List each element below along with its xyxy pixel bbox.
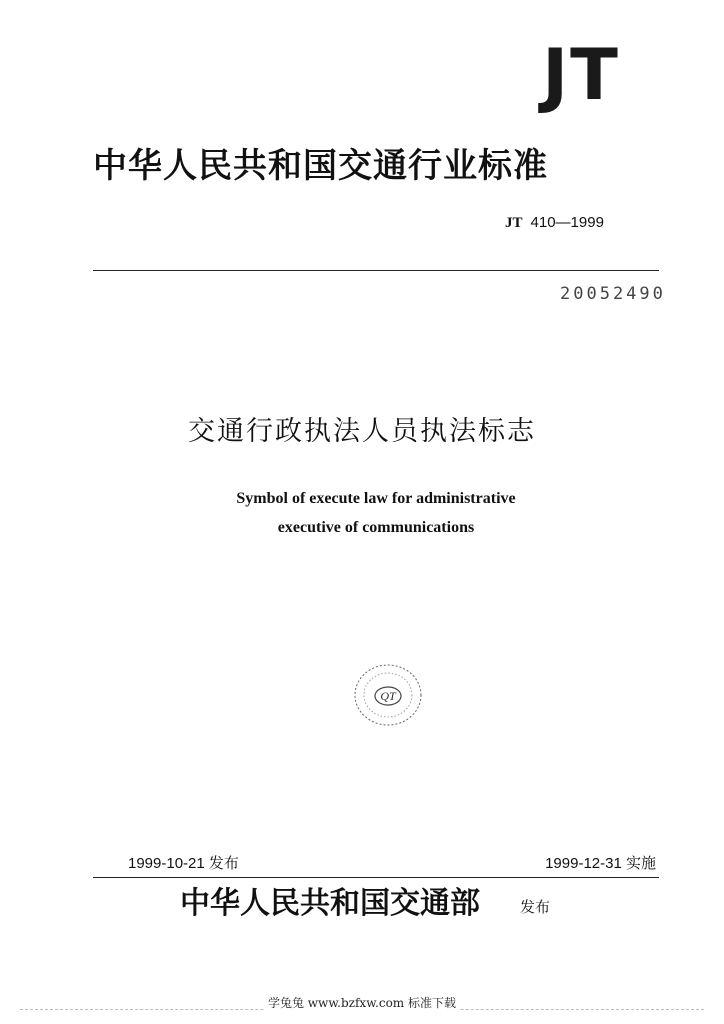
document-title-en-line1: Symbol of execute law for administrative: [236, 490, 516, 507]
footer-link[interactable]: 学兔兔 www.bzfxw.com 标准下载: [264, 996, 460, 1010]
bottom-divider: [93, 877, 659, 878]
standard-prefix: JT: [505, 215, 523, 231]
jt-logo: JT: [542, 34, 620, 116]
seal-stamp: [350, 660, 426, 730]
seal-text: QT: [380, 689, 396, 703]
implementation-date: 1999-12-31 实施: [545, 855, 656, 872]
header-title: 中华人民共和国交通行业标准: [93, 146, 548, 186]
standard-number: 410—1999: [530, 214, 604, 231]
standard-code: [505, 213, 665, 233]
document-title-en: [0, 484, 724, 542]
issue-date: 1999-10-21 发布: [128, 855, 239, 872]
document-title-cn: 交通行政执法人员执法标志: [188, 416, 536, 447]
issuer-suffix: 发布: [520, 898, 551, 916]
seal-icon: [350, 660, 426, 730]
footer: [0, 994, 724, 1011]
serial-stamp: 20052490: [560, 284, 666, 304]
document-title-en-line2: executive of communications: [277, 519, 475, 536]
top-divider: [93, 270, 659, 271]
issuer-name: 中华人民共和国交通部: [180, 886, 480, 921]
